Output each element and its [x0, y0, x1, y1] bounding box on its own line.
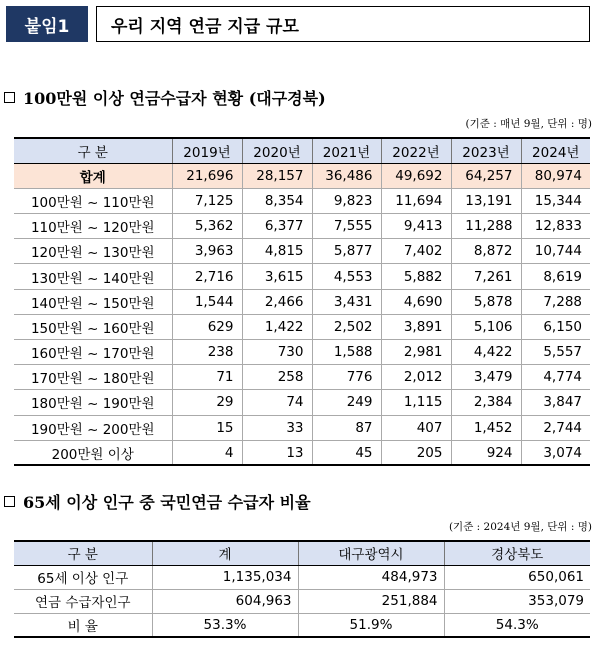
- table-row: [14, 440, 590, 465]
- row-label: 연금 수급자인구: [14, 589, 152, 613]
- table-cell: 5,882: [381, 264, 451, 289]
- table-cell: 353,079: [444, 589, 590, 613]
- table-cell: 2,466: [242, 289, 312, 314]
- table-cell: 6,377: [242, 214, 312, 239]
- table-cell: 53.3%: [152, 613, 298, 637]
- table-cell: 4: [172, 440, 242, 465]
- table-cell: 3,431: [312, 289, 381, 314]
- checkbox-icon: [4, 92, 15, 103]
- section1-heading: [4, 86, 326, 109]
- table-cell: 251,884: [298, 589, 444, 613]
- table-cell: 49,692: [381, 163, 451, 188]
- table-cell: 5,362: [172, 214, 242, 239]
- section1-note: (기준 : 매년 9월, 단위 : 명): [465, 118, 592, 130]
- row-label: 200만원 이상: [14, 440, 172, 465]
- section2-heading: [4, 490, 311, 513]
- table-cell: 3,891: [381, 314, 451, 339]
- table-row: [14, 365, 590, 390]
- row-label: 비 율: [14, 613, 152, 637]
- table-cell: 4,774: [521, 365, 590, 390]
- column-header: 계: [152, 541, 298, 565]
- table-cell: 13: [242, 440, 312, 465]
- row-label: 140만원 ~ 150만원: [14, 289, 172, 314]
- table-cell: 650,061: [444, 565, 590, 589]
- column-header: 구 분: [14, 541, 152, 565]
- table-cell: 3,479: [451, 365, 521, 390]
- table-cell: 87: [312, 415, 381, 440]
- table-cell: 3,847: [521, 390, 590, 415]
- page-header: [6, 6, 590, 42]
- row-label: 65세 이상 인구: [14, 565, 152, 589]
- table-cell: 7,261: [451, 264, 521, 289]
- table-cell: 3,074: [521, 440, 590, 465]
- table-cell: 2,012: [381, 365, 451, 390]
- table-cell: 730: [242, 340, 312, 365]
- table-cell: 80,974: [521, 163, 590, 188]
- row-label: 합계: [14, 163, 172, 188]
- column-header: 2019년: [172, 138, 242, 163]
- table-cell: 13,191: [451, 188, 521, 213]
- table-cell: 776: [312, 365, 381, 390]
- table-row: [14, 214, 590, 239]
- table-cell: 29: [172, 390, 242, 415]
- table-cell: 407: [381, 415, 451, 440]
- table-cell: 238: [172, 340, 242, 365]
- table-cell: 1,452: [451, 415, 521, 440]
- table-cell: 11,694: [381, 188, 451, 213]
- column-header: 2022년: [381, 138, 451, 163]
- table-cell: 3,615: [242, 264, 312, 289]
- pension-ratio-table: [14, 540, 590, 638]
- checkbox-icon: [4, 496, 15, 507]
- table-cell: 5,106: [451, 314, 521, 339]
- table-cell: 2,716: [172, 264, 242, 289]
- table-row: [14, 239, 590, 264]
- table-cell: 36,486: [312, 163, 381, 188]
- attachment-badge: 붙임1: [6, 6, 88, 42]
- section2-title: 65세 이상 인구 중 국민연금 수급자 비율: [23, 493, 311, 512]
- section2-note: (기준 : 2024년 9월, 단위 : 명): [448, 521, 592, 533]
- row-label: 160만원 ~ 170만원: [14, 340, 172, 365]
- table-cell: 4,553: [312, 264, 381, 289]
- table-cell: 12,833: [521, 214, 590, 239]
- table-row: [14, 163, 590, 188]
- column-header: 2024년: [521, 138, 590, 163]
- row-label: 100만원 ~ 110만원: [14, 188, 172, 213]
- table-cell: 1,588: [312, 340, 381, 365]
- table-cell: 4,815: [242, 239, 312, 264]
- table-cell: 45: [312, 440, 381, 465]
- table-cell: 249: [312, 390, 381, 415]
- column-header: 경상북도: [444, 541, 590, 565]
- table-row: [14, 264, 590, 289]
- table-row: [14, 415, 590, 440]
- page-title: 우리 지역 연금 지급 규모: [96, 6, 590, 42]
- table-cell: 3,963: [172, 239, 242, 264]
- table-cell: 4,690: [381, 289, 451, 314]
- table-cell: 9,823: [312, 188, 381, 213]
- table-cell: 484,973: [298, 565, 444, 589]
- table-cell: 7,125: [172, 188, 242, 213]
- table-cell: 1,115: [381, 390, 451, 415]
- table-cell: 7,555: [312, 214, 381, 239]
- table-cell: 2,744: [521, 415, 590, 440]
- table-row: [14, 390, 590, 415]
- row-label: 180만원 ~ 190만원: [14, 390, 172, 415]
- column-header: 2020년: [242, 138, 312, 163]
- table-cell: 7,288: [521, 289, 590, 314]
- pension-recipients-table: [14, 137, 590, 466]
- table-cell: 15: [172, 415, 242, 440]
- table-cell: 28,157: [242, 163, 312, 188]
- table-cell: 1,135,034: [152, 565, 298, 589]
- table-cell: 2,502: [312, 314, 381, 339]
- table-cell: 71: [172, 365, 242, 390]
- table-row: [14, 188, 590, 213]
- table-cell: 7,402: [381, 239, 451, 264]
- table-row: [14, 589, 590, 613]
- column-header: 구 분: [14, 138, 172, 163]
- table-header-row: [14, 541, 590, 565]
- table-cell: 1,544: [172, 289, 242, 314]
- row-label: 150만원 ~ 160만원: [14, 314, 172, 339]
- table-cell: 11,288: [451, 214, 521, 239]
- table-cell: 15,344: [521, 188, 590, 213]
- row-label: 130만원 ~ 140만원: [14, 264, 172, 289]
- table-cell: 258: [242, 365, 312, 390]
- table-cell: 74: [242, 390, 312, 415]
- table-cell: 924: [451, 440, 521, 465]
- row-label: 110만원 ~ 120만원: [14, 214, 172, 239]
- table-cell: 5,877: [312, 239, 381, 264]
- table-cell: 604,963: [152, 589, 298, 613]
- table-row: [14, 565, 590, 589]
- table-cell: 8,872: [451, 239, 521, 264]
- table-cell: 21,696: [172, 163, 242, 188]
- column-header: 2021년: [312, 138, 381, 163]
- column-header: 대구광역시: [298, 541, 444, 565]
- table-cell: 9,413: [381, 214, 451, 239]
- table-row: [14, 613, 590, 637]
- table-cell: 64,257: [451, 163, 521, 188]
- table-cell: 10,744: [521, 239, 590, 264]
- table-cell: 6,150: [521, 314, 590, 339]
- table-cell: 54.3%: [444, 613, 590, 637]
- row-label: 190만원 ~ 200만원: [14, 415, 172, 440]
- table-cell: 4,422: [451, 340, 521, 365]
- table-cell: 5,878: [451, 289, 521, 314]
- table-row: [14, 340, 590, 365]
- table-cell: 33: [242, 415, 312, 440]
- table-cell: 51.9%: [298, 613, 444, 637]
- table-cell: 1,422: [242, 314, 312, 339]
- row-label: 170만원 ~ 180만원: [14, 365, 172, 390]
- table-cell: 629: [172, 314, 242, 339]
- table-cell: 8,354: [242, 188, 312, 213]
- table-cell: 205: [381, 440, 451, 465]
- column-header: 2023년: [451, 138, 521, 163]
- table-cell: 5,557: [521, 340, 590, 365]
- row-label: 120만원 ~ 130만원: [14, 239, 172, 264]
- table-header-row: [14, 138, 590, 163]
- table-row: [14, 314, 590, 339]
- table-cell: 8,619: [521, 264, 590, 289]
- table-cell: 2,981: [381, 340, 451, 365]
- table-cell: 2,384: [451, 390, 521, 415]
- table-row: [14, 289, 590, 314]
- section1-title: 100만원 이상 연금수급자 현황 (대구경북): [23, 89, 326, 108]
